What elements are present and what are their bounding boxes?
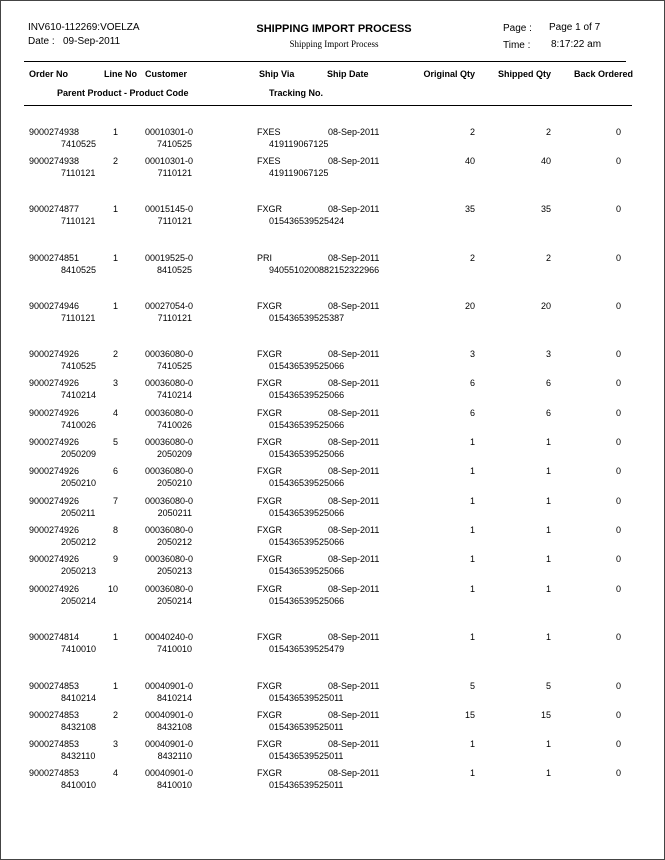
header-divider <box>24 61 626 62</box>
col-ship-date: Ship Date <box>327 69 369 79</box>
original-qty: 1 <box>469 554 475 564</box>
ship-via: FXGR <box>257 681 283 691</box>
back-ordered: 0 <box>615 301 621 311</box>
ship-date: 08-Sep-2011 <box>328 437 380 447</box>
original-qty: 15 <box>464 710 475 720</box>
table-row <box>1 681 664 707</box>
shipped-qty: 1 <box>545 437 551 447</box>
line-no: 10 <box>107 584 118 594</box>
table-row <box>1 301 664 327</box>
customer: 00040901-0 <box>145 739 194 749</box>
col-original-qty: Original Qty <box>423 69 475 79</box>
original-qty: 1 <box>469 632 475 642</box>
col-shipped-qty: Shipped Qty <box>497 69 551 79</box>
order-no: 9000274877 <box>29 204 80 214</box>
parent-product: 2050210 <box>61 478 97 488</box>
product-code: 7410214 <box>156 390 192 400</box>
ship-date: 08-Sep-2011 <box>328 204 380 214</box>
order-no: 9000274926 <box>29 437 80 447</box>
table-row <box>1 156 664 182</box>
product-code: 8410214 <box>156 693 192 703</box>
original-qty: 1 <box>469 466 475 476</box>
back-ordered: 0 <box>615 253 621 263</box>
back-ordered: 0 <box>615 739 621 749</box>
product-code: 7110121 <box>157 168 192 178</box>
line-no: 1 <box>112 127 118 137</box>
ship-via: FXGR <box>257 437 283 447</box>
tracking-no: 9405510200882152322966 <box>269 265 380 275</box>
product-code: 8410525 <box>156 265 192 275</box>
ship-via: FXGR <box>257 349 283 359</box>
product-code: 7110121 <box>157 216 192 226</box>
line-no: 1 <box>112 681 118 691</box>
product-code: 2050211 <box>157 508 192 518</box>
shipped-qty: 5 <box>545 681 551 691</box>
product-code: 7110121 <box>157 313 192 323</box>
table-row <box>1 768 664 794</box>
order-no: 9000274926 <box>29 525 80 535</box>
table-row <box>1 496 664 522</box>
parent-product: 7410026 <box>61 420 97 430</box>
parent-product: 8432110 <box>61 751 96 761</box>
table-row <box>1 584 664 610</box>
back-ordered: 0 <box>615 710 621 720</box>
parent-product: 7410214 <box>61 390 97 400</box>
parent-product: 8410525 <box>61 265 97 275</box>
original-qty: 1 <box>469 437 475 447</box>
order-no: 9000274926 <box>29 466 80 476</box>
customer: 00036080-0 <box>145 496 194 506</box>
back-ordered: 0 <box>615 466 621 476</box>
line-no: 1 <box>112 301 118 311</box>
original-qty: 1 <box>469 768 475 778</box>
back-ordered: 0 <box>615 584 621 594</box>
parent-product: 2050209 <box>61 449 97 459</box>
ship-via: FXGR <box>257 632 283 642</box>
order-no: 9000274853 <box>29 710 80 720</box>
ship-date: 08-Sep-2011 <box>328 466 380 476</box>
parent-product: 8410010 <box>61 780 97 790</box>
order-no: 9000274853 <box>29 739 80 749</box>
parent-product: 8410214 <box>61 693 97 703</box>
tracking-no: 015436539525479 <box>269 644 345 654</box>
parent-product: 7410525 <box>61 361 97 371</box>
original-qty: 1 <box>469 496 475 506</box>
parent-product: 2050212 <box>61 537 97 547</box>
back-ordered: 0 <box>615 437 621 447</box>
tracking-no: 015436539525066 <box>269 596 345 606</box>
shipped-qty: 35 <box>540 204 551 214</box>
order-no: 9000274926 <box>29 378 80 388</box>
ship-via: FXGR <box>257 525 283 535</box>
back-ordered: 0 <box>615 681 621 691</box>
ship-date: 08-Sep-2011 <box>328 349 380 359</box>
table-row <box>1 525 664 551</box>
original-qty: 2 <box>469 253 475 263</box>
table-row <box>1 632 664 658</box>
customer: 00036080-0 <box>145 554 194 564</box>
shipped-qty: 15 <box>540 710 551 720</box>
line-no: 1 <box>112 632 118 642</box>
product-code: 8432108 <box>156 722 192 732</box>
back-ordered: 0 <box>615 127 621 137</box>
col-customer: Customer <box>145 69 188 79</box>
tracking-no: 015436539525424 <box>269 216 345 226</box>
shipped-qty: 20 <box>540 301 551 311</box>
parent-product: 7110121 <box>61 168 96 178</box>
ship-via: FXGR <box>257 378 283 388</box>
shipped-qty: 1 <box>545 466 551 476</box>
shipped-qty: 1 <box>545 584 551 594</box>
order-no: 9000274926 <box>29 554 80 564</box>
page-value: Page 1 of 7 <box>549 22 601 33</box>
ship-via: FXES <box>257 127 281 137</box>
tracking-no: 015436539525387 <box>269 313 345 323</box>
customer: 00040901-0 <box>145 710 194 720</box>
tracking-no: 015436539525066 <box>269 478 345 488</box>
customer: 00036080-0 <box>145 525 194 535</box>
ship-date: 08-Sep-2011 <box>328 378 380 388</box>
time-value: 8:17:22 am <box>551 39 602 50</box>
tracking-no: 015436539525066 <box>269 508 345 518</box>
original-qty: 5 <box>469 681 475 691</box>
product-code: 7410010 <box>156 644 192 654</box>
shipped-qty: 40 <box>540 156 551 166</box>
ship-via: FXGR <box>257 768 283 778</box>
back-ordered: 0 <box>615 349 621 359</box>
original-qty: 6 <box>469 378 475 388</box>
customer: 00010301-0 <box>145 156 194 166</box>
ship-date: 08-Sep-2011 <box>328 525 380 535</box>
shipped-qty: 1 <box>545 632 551 642</box>
shipped-qty: 1 <box>545 525 551 535</box>
customer: 00040240-0 <box>145 632 194 642</box>
line-no: 3 <box>112 739 118 749</box>
original-qty: 1 <box>469 525 475 535</box>
col-tracking-no: Tracking No. <box>269 88 324 98</box>
original-qty: 1 <box>469 584 475 594</box>
customer: 00036080-0 <box>145 378 194 388</box>
back-ordered: 0 <box>615 378 621 388</box>
original-qty: 6 <box>469 408 475 418</box>
tracking-no: 015436539525066 <box>269 537 345 547</box>
line-no: 1 <box>112 253 118 263</box>
ship-date: 08-Sep-2011 <box>328 554 380 564</box>
ship-date: 08-Sep-2011 <box>328 408 380 418</box>
customer: 00027054-0 <box>145 301 194 311</box>
tracking-no: 015436539525011 <box>269 780 344 790</box>
customer: 00036080-0 <box>145 466 194 476</box>
report-id: INV610-112269:VOELZA <box>28 22 140 33</box>
order-no: 9000274946 <box>29 301 80 311</box>
back-ordered: 0 <box>615 204 621 214</box>
tracking-no: 015436539525011 <box>269 693 344 703</box>
back-ordered: 0 <box>615 632 621 642</box>
customer: 00019525-0 <box>145 253 194 263</box>
ship-date: 08-Sep-2011 <box>328 301 380 311</box>
ship-via: FXGR <box>257 710 283 720</box>
order-no: 9000274938 <box>29 156 80 166</box>
shipped-qty: 2 <box>545 253 551 263</box>
tracking-no: 015436539525066 <box>269 361 345 371</box>
back-ordered: 0 <box>615 768 621 778</box>
column-header-divider <box>24 105 632 106</box>
ship-via: FXGR <box>257 301 283 311</box>
date-value: 09-Sep-2011 <box>63 36 121 47</box>
table-row <box>1 710 664 736</box>
product-code: 2050213 <box>156 566 192 576</box>
order-no: 9000274851 <box>29 253 80 263</box>
original-qty: 20 <box>464 301 475 311</box>
table-row <box>1 437 664 463</box>
shipped-qty: 1 <box>545 739 551 749</box>
parent-product: 8432108 <box>61 722 97 732</box>
line-no: 6 <box>112 466 118 476</box>
original-qty: 40 <box>464 156 475 166</box>
customer: 00040901-0 <box>145 768 194 778</box>
product-code: 7410525 <box>156 361 192 371</box>
tracking-no: 015436539525066 <box>269 449 345 459</box>
table-row <box>1 466 664 492</box>
parent-product: 2050211 <box>61 508 96 518</box>
order-no: 9000274926 <box>29 584 80 594</box>
line-no: 4 <box>112 408 118 418</box>
ship-date: 08-Sep-2011 <box>328 710 380 720</box>
product-code: 8432110 <box>157 751 192 761</box>
line-no: 4 <box>112 768 118 778</box>
tracking-no: 015436539525011 <box>269 722 344 732</box>
order-no: 9000274938 <box>29 127 80 137</box>
customer: 00010301-0 <box>145 127 194 137</box>
line-no: 2 <box>112 349 118 359</box>
order-no: 9000274926 <box>29 408 80 418</box>
line-no: 7 <box>112 496 118 506</box>
table-row <box>1 554 664 580</box>
back-ordered: 0 <box>615 408 621 418</box>
table-row <box>1 408 664 434</box>
parent-product: 7110121 <box>61 313 96 323</box>
original-qty: 3 <box>469 349 475 359</box>
shipped-qty: 1 <box>545 496 551 506</box>
customer: 00036080-0 <box>145 408 194 418</box>
product-code: 2050212 <box>156 537 192 547</box>
ship-via: FXGR <box>257 496 283 506</box>
ship-date: 08-Sep-2011 <box>328 681 380 691</box>
tracking-no: 015436539525066 <box>269 566 345 576</box>
table-row <box>1 739 664 765</box>
customer: 00015145-0 <box>145 204 194 214</box>
tracking-no: 419119067125 <box>269 139 329 149</box>
product-code: 8410010 <box>156 780 192 790</box>
customer: 00040901-0 <box>145 681 194 691</box>
original-qty: 2 <box>469 127 475 137</box>
table-row <box>1 204 664 230</box>
parent-product: 2050214 <box>61 596 97 606</box>
line-no: 5 <box>112 437 118 447</box>
shipped-qty: 1 <box>545 554 551 564</box>
back-ordered: 0 <box>615 525 621 535</box>
order-no: 9000274926 <box>29 349 80 359</box>
order-no: 9000274926 <box>29 496 80 506</box>
ship-via: PRI <box>257 253 273 263</box>
col-parent-product: Parent Product - Product Code <box>57 88 189 98</box>
order-no: 9000274814 <box>29 632 80 642</box>
col-ship-via: Ship Via <box>259 69 295 79</box>
order-no: 9000274853 <box>29 681 80 691</box>
col-back-ordered: Back Ordered <box>573 69 633 79</box>
ship-date: 08-Sep-2011 <box>328 739 380 749</box>
line-no: 3 <box>112 378 118 388</box>
page-label: Page : <box>503 23 532 34</box>
product-code: 2050214 <box>156 596 192 606</box>
tracking-no: 015436539525066 <box>269 420 345 430</box>
ship-via: FXGR <box>257 584 283 594</box>
ship-date: 08-Sep-2011 <box>328 584 380 594</box>
ship-date: 08-Sep-2011 <box>328 253 380 263</box>
ship-date: 08-Sep-2011 <box>328 768 380 778</box>
col-order-no: Order No <box>29 69 69 79</box>
shipped-qty: 6 <box>545 408 551 418</box>
parent-product: 7110121 <box>61 216 96 226</box>
back-ordered: 0 <box>615 496 621 506</box>
line-no: 1 <box>112 204 118 214</box>
parent-product: 2050213 <box>61 566 97 576</box>
back-ordered: 0 <box>615 156 621 166</box>
ship-via: FXGR <box>257 466 283 476</box>
customer: 00036080-0 <box>145 437 194 447</box>
order-no: 9000274853 <box>29 768 80 778</box>
ship-date: 08-Sep-2011 <box>328 127 380 137</box>
table-row <box>1 253 664 279</box>
original-qty: 1 <box>469 739 475 749</box>
report-subtitle: Shipping Import Process <box>289 39 379 49</box>
product-code: 7410026 <box>156 420 192 430</box>
col-line-no: Line No <box>104 69 137 79</box>
ship-date: 08-Sep-2011 <box>328 632 380 642</box>
ship-via: FXGR <box>257 739 283 749</box>
shipped-qty: 3 <box>545 349 551 359</box>
ship-date: 08-Sep-2011 <box>328 156 380 166</box>
ship-via: FXES <box>257 156 281 166</box>
product-code: 2050210 <box>156 478 192 488</box>
customer: 00036080-0 <box>145 584 194 594</box>
line-no: 2 <box>112 710 118 720</box>
customer: 00036080-0 <box>145 349 194 359</box>
parent-product: 7410525 <box>61 139 97 149</box>
product-code: 7410525 <box>156 139 192 149</box>
time-label: Time : <box>503 40 531 51</box>
ship-date: 08-Sep-2011 <box>328 496 380 506</box>
parent-product: 7410010 <box>61 644 97 654</box>
ship-via: FXGR <box>257 204 283 214</box>
table-row <box>1 127 664 153</box>
line-no: 9 <box>112 554 118 564</box>
tracking-no: 015436539525011 <box>269 751 344 761</box>
table-row <box>1 378 664 404</box>
shipped-qty: 1 <box>545 768 551 778</box>
tracking-no: 015436539525066 <box>269 390 345 400</box>
shipped-qty: 2 <box>545 127 551 137</box>
line-no: 2 <box>112 156 118 166</box>
product-code: 2050209 <box>156 449 192 459</box>
ship-via: FXGR <box>257 554 283 564</box>
back-ordered: 0 <box>615 554 621 564</box>
original-qty: 35 <box>464 204 475 214</box>
shipped-qty: 6 <box>545 378 551 388</box>
date-label: Date : <box>28 36 55 47</box>
tracking-no: 419119067125 <box>269 168 329 178</box>
table-row <box>1 349 664 375</box>
report-title: SHIPPING IMPORT PROCESS <box>256 23 412 35</box>
ship-via: FXGR <box>257 408 283 418</box>
line-no: 8 <box>112 525 118 535</box>
